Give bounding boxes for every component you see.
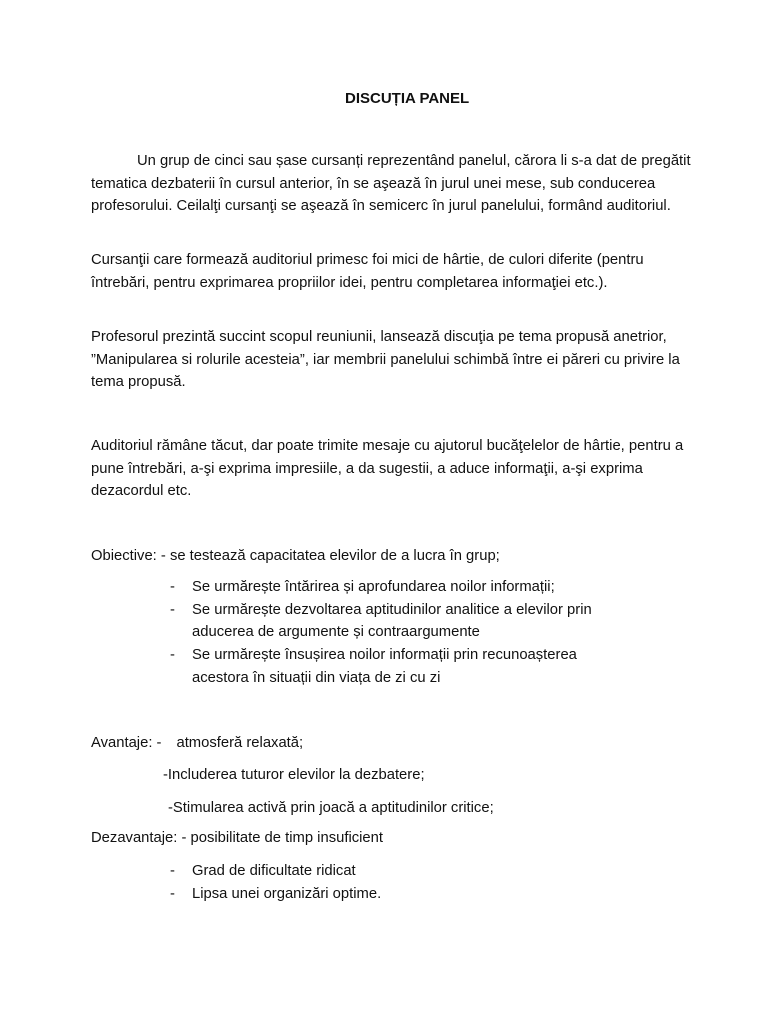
bullet-dash: -	[170, 886, 175, 902]
objectives-label: Obiective:	[91, 548, 157, 564]
objective-text: Se urmărește însușirea noilor informații prin recunoașterea	[192, 647, 577, 663]
paragraph-mesaje: Auditoriul rămâne tăcut, dar poate trimite mesaje cu ajutorul bucăţelelor de hârtie, pentru a pune întrebări, a-şi exprima impresiile, a da sugestii, a aduce informaţii, a-şi exprima dezacordul etc.	[91, 438, 684, 499]
paragraph-auditoriu: Cursanţii care formează auditoriul primesc foi mici de hârtie, de culori diferite (pentru întrebări, pentru exprimarea propriilor idei, pentru completarea informaţiei etc.).	[91, 252, 644, 291]
paragraph-panel: Un grup de cinci sau șase cursanți reprezentând panelul, cărora li s-a dat de pregătit tematica dezbaterii în cursul anterior, în se aşează în jurul unei mese, sub conducerea profesorului. Ceilalţi cursanţi se aşează în semicerc în jurul panelului, formând auditoriul.	[91, 153, 691, 214]
objectives-line	[91, 545, 500, 568]
objective-text: aducerea de argumente și contraargumente	[192, 624, 480, 640]
bullet-dash: -	[170, 602, 175, 618]
advantage-item: -Includerea tuturor elevilor la dezbatere;	[163, 767, 425, 783]
disadvantage-text: Grad de dificultate ridicat	[192, 863, 356, 879]
advantages-first: atmosferă relaxată;	[176, 735, 304, 751]
advantage-item: -Stimularea activă prin joacă a aptitudinilor critice;	[168, 800, 494, 816]
disadvantages-label: Dezavantaje:	[91, 830, 178, 846]
paragraph-profesor: Profesorul prezintă succint scopul reuniunii, lansează discuţia pe tema propusă anetrior, ”Manipularea si rolurile acesteia”, iar membrii panelului schimbă între ei păreri cu privire la tema propusă.	[91, 329, 680, 390]
bullet-dash: -	[170, 863, 175, 879]
advantages-line	[91, 732, 303, 755]
disadvantage-text: Lipsa unei organizări optime.	[192, 886, 382, 902]
bullet-dash: -	[170, 579, 175, 595]
objective-text: Se urmărește dezvoltarea aptitudinilor analitice a elevilor prin	[192, 602, 592, 618]
document-title: DISCUȚIA PANEL	[345, 90, 470, 107]
objectives-first: - se testează capacitatea elevilor de a lucra în grup;	[156, 548, 500, 564]
objective-text: Se urmărește întărirea și aprofundarea noilor informații;	[192, 579, 555, 595]
disadvantages-first: - posibilitate de timp insuficient	[177, 830, 383, 846]
disadvantages-line	[91, 827, 383, 850]
advantages-label: Avantaje: -	[91, 735, 162, 751]
objective-text: acestora în situații din viața de zi cu zi	[192, 670, 441, 686]
bullet-dash: -	[170, 647, 175, 663]
